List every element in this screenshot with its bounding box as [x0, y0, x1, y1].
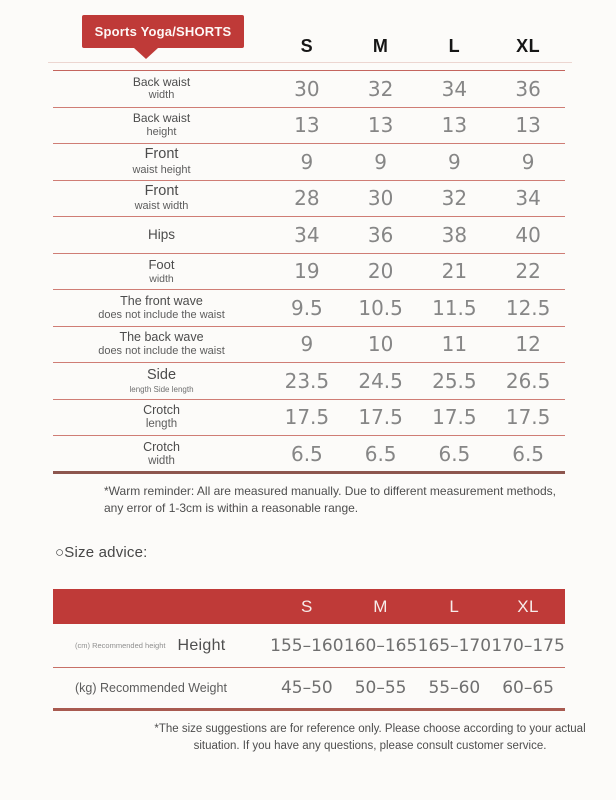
product-tag-pointer — [134, 48, 158, 59]
product-tag-label: Sports Yoga/SHORTS — [94, 24, 232, 39]
row-label: Front — [144, 146, 179, 163]
advice-column-l: L — [449, 596, 460, 616]
table-bottom-rule — [53, 471, 565, 474]
row-front-waist-width — [53, 181, 565, 218]
advice-note: *The size suggestions are for reference only. Please choose according to your actual situation. If you have any questions, please consult customer service. — [154, 723, 586, 753]
row-sublabel: waist height — [132, 163, 191, 176]
value-s: 23.5 — [284, 368, 330, 393]
row-crotch-width — [53, 436, 565, 473]
row-sublabel: width — [148, 454, 175, 467]
height-s: 155–160 — [270, 635, 344, 656]
value-xl: 26.5 — [505, 368, 551, 393]
column-header-xl: XL — [516, 36, 541, 56]
row-label: The front wave — [120, 293, 203, 308]
row-label: Front — [144, 182, 179, 199]
height-label: Height — [177, 636, 226, 654]
value-m: 20 — [367, 259, 394, 284]
value-m: 13 — [367, 113, 394, 138]
column-header-l: L — [448, 36, 461, 56]
height-l: 165–170 — [417, 635, 492, 656]
value-s: 17.5 — [284, 405, 330, 430]
value-m: 30 — [367, 186, 394, 211]
value-xl: 9 — [521, 149, 535, 174]
value-xl: 13 — [515, 113, 541, 138]
value-s: 13 — [294, 113, 320, 138]
value-s: 34 — [294, 222, 320, 247]
size-columns-header — [270, 36, 565, 62]
value-l: 6.5 — [438, 442, 471, 467]
value-xl: 6.5 — [512, 442, 545, 467]
row-back-waist-width — [53, 71, 565, 108]
advice-column-xl: XL — [517, 596, 540, 616]
row-back-waist-height — [53, 108, 565, 145]
column-header-m: M — [372, 36, 389, 56]
value-xl: 17.5 — [505, 405, 551, 430]
weight-m: 50–55 — [354, 678, 407, 698]
row-sublabel: length Side length — [129, 384, 194, 394]
row-side-length — [53, 363, 565, 400]
row-label: Hips — [147, 226, 175, 242]
value-m: 9 — [374, 149, 387, 174]
row-sublabel: width — [149, 272, 174, 285]
value-s: 9.5 — [290, 295, 323, 320]
row-crotch-length — [53, 400, 565, 437]
row-sublabel: does not include the waist — [98, 345, 225, 358]
row-label: Foot — [148, 257, 175, 273]
value-m: 10.5 — [358, 295, 403, 320]
height-m: 160–165 — [343, 635, 418, 656]
height-unit-label: (cm) Recommended height — [75, 641, 166, 650]
advice-column-s: S — [300, 596, 313, 616]
value-l: 11.5 — [432, 295, 477, 320]
recommended-height-row — [53, 624, 565, 667]
column-header-s: S — [300, 36, 314, 56]
value-m: 32 — [367, 76, 394, 101]
value-s: 19 — [294, 259, 320, 284]
row-front-waist-height — [53, 144, 565, 181]
size-advice-header-bar — [53, 589, 565, 624]
row-sublabel: length — [145, 417, 178, 430]
row-sublabel: height — [146, 125, 177, 138]
weight-label: (kg) Recommended Weight — [75, 681, 227, 695]
value-l: 13 — [441, 113, 468, 138]
value-xl: 22 — [515, 259, 541, 284]
value-l: 38 — [441, 222, 468, 247]
advice-column-m: M — [373, 596, 388, 616]
product-tag-badge — [82, 15, 244, 48]
row-sublabel: does not include the waist — [98, 308, 225, 321]
value-s: 9 — [300, 332, 314, 357]
table-top-faint-rule — [48, 62, 572, 63]
row-sublabel: width — [148, 89, 175, 102]
value-s: 28 — [294, 186, 320, 211]
row-label: Crotch — [143, 439, 180, 454]
height-xl: 170–175 — [491, 635, 565, 656]
value-l: 17.5 — [432, 405, 477, 430]
size-advice-heading: ○Size advice: — [55, 544, 148, 561]
value-xl: 40 — [515, 222, 541, 247]
value-s: 6.5 — [290, 442, 323, 467]
row-front-wave — [53, 290, 565, 327]
row-label: The back wave — [119, 330, 204, 345]
row-foot-width — [53, 254, 565, 291]
weight-xl: 60–65 — [502, 678, 554, 698]
value-l: 32 — [441, 186, 468, 211]
value-m: 36 — [367, 222, 394, 247]
value-l: 34 — [441, 76, 468, 101]
advice-bottom-rule — [53, 708, 565, 711]
row-sublabel: waist width — [134, 200, 189, 213]
value-m: 10 — [367, 332, 394, 357]
value-l: 9 — [448, 149, 461, 174]
value-l: 11 — [441, 332, 468, 357]
row-back-wave — [53, 327, 565, 364]
value-m: 17.5 — [358, 405, 403, 430]
value-xl: 12.5 — [505, 295, 551, 320]
value-l: 21 — [441, 259, 468, 284]
value-xl: 36 — [515, 76, 541, 101]
row-label: Back waist — [132, 74, 191, 89]
value-xl: 34 — [515, 186, 541, 211]
value-m: 6.5 — [364, 442, 397, 467]
measurement-note: *Warm reminder: All are measured manually. Due to different measurement methods, any error of 1-3cm is within a reasonable range. — [104, 484, 556, 516]
value-xl: 12 — [515, 332, 541, 357]
recommended-weight-row — [53, 668, 565, 708]
weight-s: 45–50 — [280, 678, 333, 698]
value-s: 9 — [300, 149, 314, 174]
measurement-table — [53, 71, 565, 473]
weight-l: 55–60 — [428, 678, 481, 698]
value-m: 24.5 — [358, 368, 403, 393]
row-hips — [53, 217, 565, 254]
value-l: 25.5 — [432, 368, 477, 393]
value-s: 30 — [294, 76, 320, 101]
row-label: Back waist — [132, 111, 191, 126]
row-label: Side — [146, 367, 177, 384]
row-label: Crotch — [143, 402, 180, 417]
